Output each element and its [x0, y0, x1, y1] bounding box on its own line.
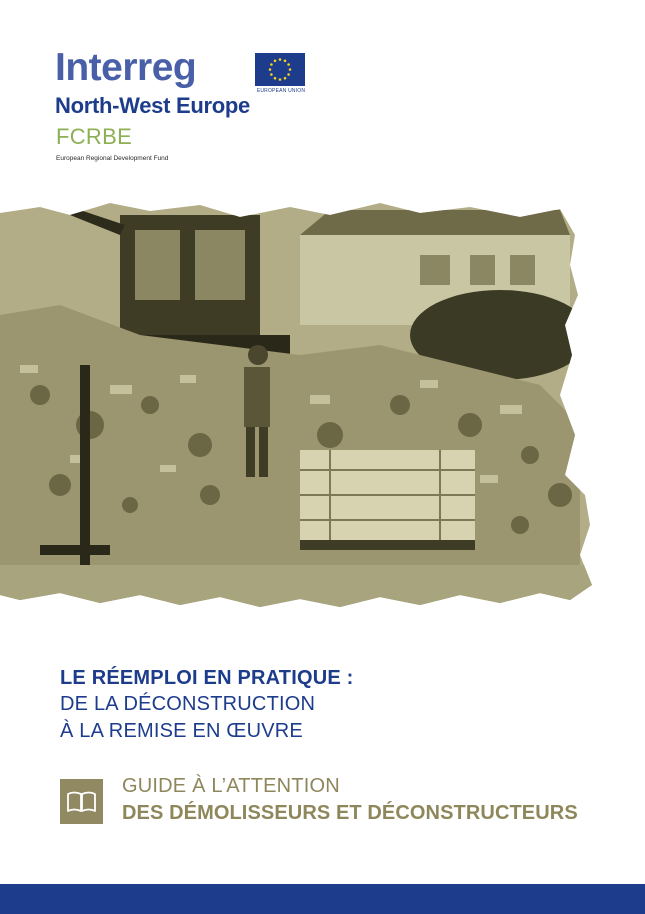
logo-fund: European Regional Development Fund — [56, 155, 169, 162]
eu-flag-icon — [255, 53, 305, 86]
logo-region: North-West Europe — [55, 93, 250, 118]
open-book-icon — [60, 779, 103, 824]
headline-title: LE RÉEMPLOI EN PRATIQUE : — [60, 667, 354, 689]
headline-subtitle-line-2: À LA REMISE EN ŒUVRE — [60, 720, 303, 742]
headline-subtitle-line-1: DE LA DÉCONSTRUCTION — [60, 693, 316, 715]
interreg-logo — [55, 48, 315, 168]
guide-title: GUIDE À L’ATTENTION — [122, 775, 340, 797]
guide-text — [122, 773, 632, 827]
logo-project: FCRBE — [56, 124, 133, 149]
eu-label: EUROPEAN UNION — [256, 88, 306, 94]
headline — [60, 665, 620, 745]
guide-audience: DES DÉMOLISSEURS ET DÉCONSTRUCTEURS — [122, 802, 578, 824]
demolition-site-photo — [0, 195, 600, 625]
logo-title: Interreg — [55, 46, 197, 89]
footer-bar — [0, 884, 645, 914]
